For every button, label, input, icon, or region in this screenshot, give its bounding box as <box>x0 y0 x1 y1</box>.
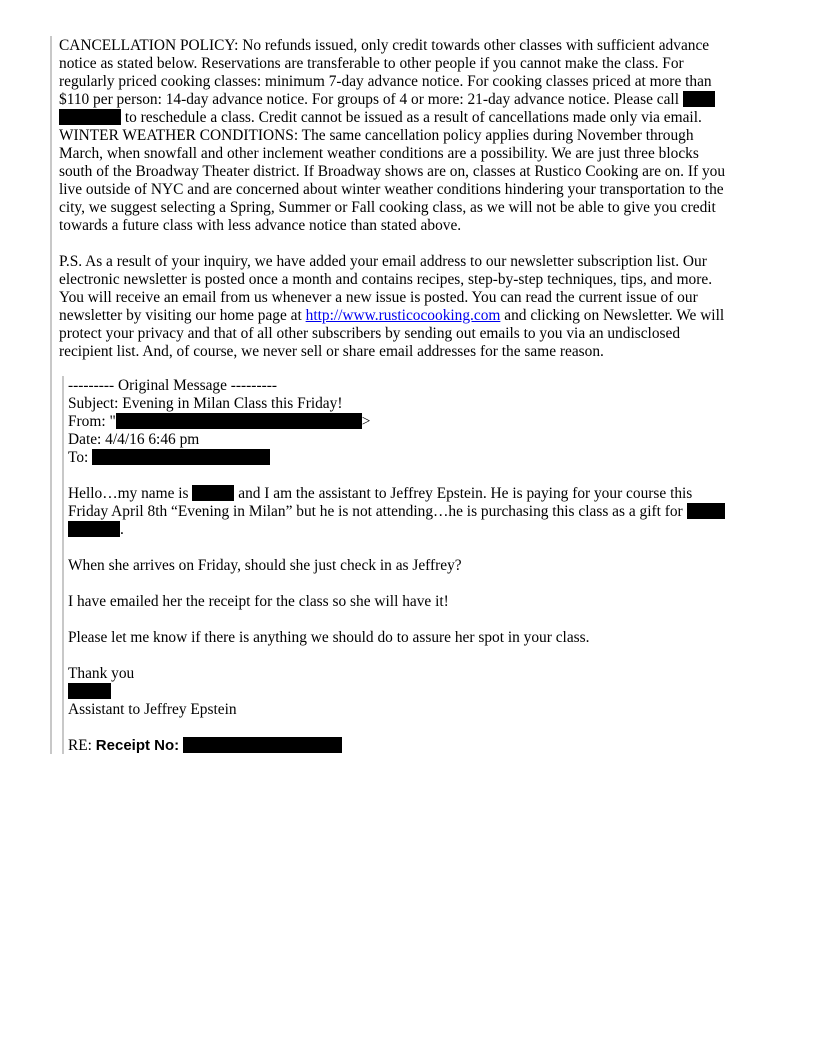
ps-line: recipient list. And, of course, we never sell or share email addresses for the same reason. <box>59 343 604 360</box>
cancellation-line: notice as stated below. Reservations are transferable to other people if you cannot make the class. For <box>59 55 684 72</box>
body-paragraph: Please let me know if there is anything we should do to assure her spot in your class. <box>68 629 590 646</box>
cancellation-line <box>59 91 759 109</box>
closing-thanks: Thank you <box>68 665 135 682</box>
redaction-box <box>683 91 715 107</box>
receipt-line <box>68 737 758 755</box>
body-paragraph: I have emailed her the receipt for the class so she will have it! <box>68 593 449 610</box>
reply-body <box>59 37 759 361</box>
to-line <box>68 449 758 467</box>
original-message-separator: --------- Original Message --------- <box>68 377 277 394</box>
cancellation-line <box>59 109 759 127</box>
winter-weather-policy <box>59 127 759 235</box>
body-text: Hello…my name is <box>68 485 193 502</box>
redaction-box <box>183 737 342 753</box>
redaction-box <box>192 485 234 501</box>
to-label: To: <box>68 449 93 466</box>
body-line <box>68 485 758 503</box>
reply-quote-bar <box>50 36 52 754</box>
body-text: and I am the assistant to Jeffrey Epstein. He is paying for your course this <box>234 485 693 502</box>
ps-line: protect your privacy and that of all other subscribers by sending out emails to you via an undisclosed <box>59 325 681 342</box>
cancellation-policy <box>59 37 759 127</box>
re-label: RE: <box>68 737 96 754</box>
redaction-box <box>687 503 725 519</box>
redaction-box <box>68 683 111 699</box>
ps-line: electronic newsletter is posted once a month and contains recipes, step-by-step techniques, tips, and more. <box>59 271 713 288</box>
ps-line: P.S. As a result of your inquiry, we have added your email address to our newsletter subscription list. Our <box>59 253 707 270</box>
from-end: > <box>361 413 371 430</box>
body-paragraph: When she arrives on Friday, should she just check in as Jeffrey? <box>68 557 462 574</box>
website-link[interactable]: http://www.rusticocooking.com <box>305 307 501 324</box>
date-line: Date: 4/4/16 6:46 pm <box>68 431 200 448</box>
body-text: . <box>120 521 124 538</box>
signature-name <box>68 683 758 701</box>
weather-line: south of the Broadway Theater district. If Broadway shows are on, classes at Rustico Cooking are on. If you <box>59 163 726 180</box>
body-line <box>68 521 758 539</box>
ps-text: newsletter by visiting our home page at <box>59 307 306 324</box>
redaction-box <box>92 449 270 465</box>
ps-line: You will receive an email from us whenever a new issue is posted. You can read the current issue of our <box>59 289 698 306</box>
body-text: Friday April 8th “Evening in Milan” but he is not attending…he is purchasing this class as a gift for <box>68 503 683 520</box>
redaction-box <box>68 521 120 537</box>
subject-line: Subject: Evening in Milan Class this Friday! <box>68 395 343 412</box>
from-line <box>68 413 758 431</box>
body-line <box>68 503 758 521</box>
cancellation-text: $110 per person: 14-day advance notice. For groups of 4 or more: 21-day advance notice. Please call <box>59 91 679 108</box>
weather-line: March, when snowfall and other inclement weather conditions are a possibility. We are just three blocks <box>59 145 699 162</box>
weather-line: towards a future class with less advance notice than stated above. <box>59 217 462 234</box>
original-message <box>68 377 758 755</box>
ps-line <box>59 307 759 325</box>
weather-line: city, we suggest selecting a Spring, Summer or Fall cooking class, as we will not be able to give you credit <box>59 199 716 216</box>
receipt-label: Receipt No: <box>95 737 184 754</box>
ps-text: and clicking on Newsletter. We will <box>500 307 725 324</box>
newsletter-notice <box>59 253 759 361</box>
redaction-box <box>59 109 121 125</box>
cancellation-line: CANCELLATION POLICY: No refunds issued, only credit towards other classes with sufficient advance <box>59 37 710 54</box>
signature-title: Assistant to Jeffrey Epstein <box>68 701 237 718</box>
cancellation-text: to reschedule a class. Credit cannot be issued as a result of cancellations made only via email. <box>124 109 702 126</box>
original-message-quote-bar <box>62 376 64 754</box>
redaction-box <box>116 413 362 429</box>
from-label: From: " <box>68 413 116 430</box>
weather-line: WINTER WEATHER CONDITIONS: The same cancellation policy applies during November through <box>59 127 694 144</box>
cancellation-line: regularly priced cooking classes: minimum 7-day advance notice. For cooking classes priced at more than <box>59 73 712 90</box>
weather-line: live outside of NYC and are concerned about winter weather conditions hindering your transportation to the <box>59 181 724 198</box>
